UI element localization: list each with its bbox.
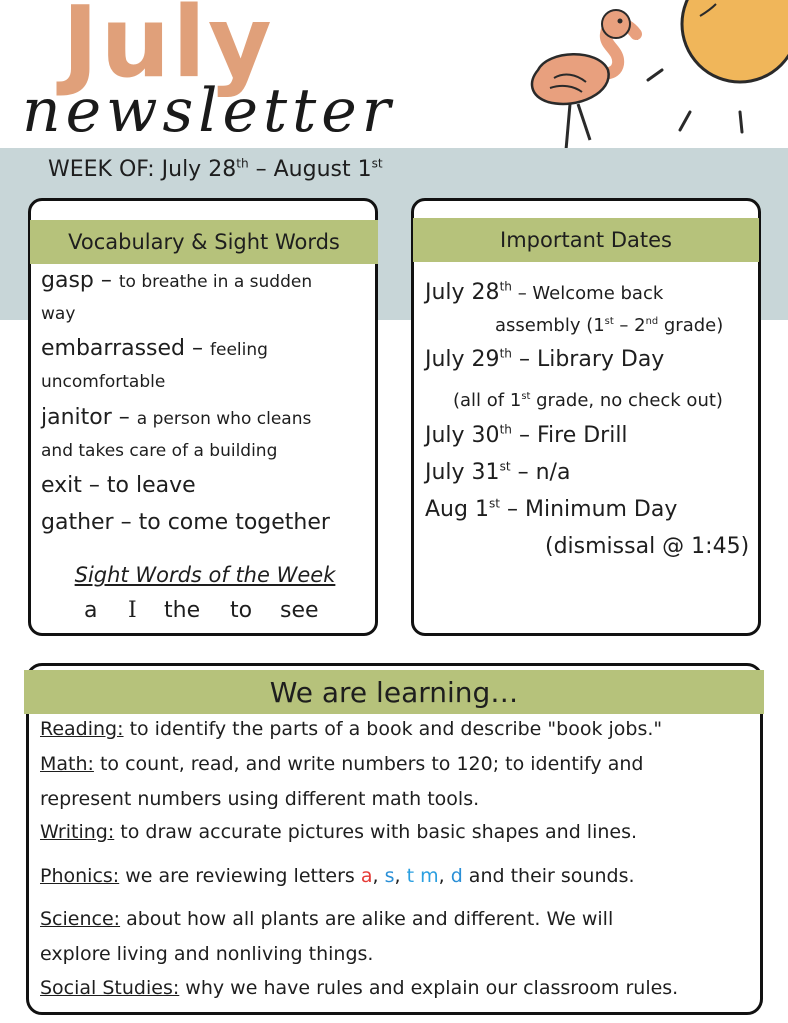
- title-july: July: [62, 0, 274, 100]
- vocab-definition: a person who cleans: [136, 409, 312, 429]
- date-text: – Minimum Day: [500, 497, 678, 522]
- phonics-letter: s: [384, 865, 395, 887]
- learning-title: We are learning…: [269, 675, 519, 709]
- subject-label: Social Studies:: [40, 977, 180, 999]
- vocab-word: janitor: [41, 405, 112, 430]
- date-sup: st: [499, 459, 511, 474]
- week-of-sup-1: th: [236, 156, 249, 171]
- week-of-start: WEEK OF: July 28: [48, 157, 237, 182]
- learning-reading: [40, 718, 662, 740]
- vocab-definition: feeling: [210, 340, 268, 360]
- date-text: – Welcome back: [511, 283, 664, 304]
- vocab-item: [41, 268, 312, 293]
- flamingo-icon: [508, 0, 648, 150]
- sight-word: see: [280, 598, 319, 623]
- date-label: Aug 1: [425, 497, 489, 522]
- dates-title: Important Dates: [500, 228, 672, 252]
- date-item: [425, 280, 663, 305]
- date-item: [425, 497, 677, 522]
- date-text: – Fire Drill: [511, 423, 628, 448]
- week-of-end: – August 1: [248, 157, 372, 182]
- subject-text: we are reviewing letters: [119, 865, 361, 887]
- vocab-item: [41, 510, 330, 535]
- date-sub-sup: nd: [645, 316, 659, 327]
- date-subline: (dismissal @ 1:45): [545, 534, 750, 559]
- subject-text: and their sounds.: [462, 865, 635, 887]
- date-subline: [495, 315, 723, 336]
- phonics-letter: m: [420, 865, 439, 887]
- subject-label: Math:: [40, 753, 94, 775]
- date-label: July 28: [425, 280, 500, 305]
- phonics-letter: a: [360, 865, 373, 887]
- vocab-word: gather: [41, 510, 114, 535]
- phonics-letter: d: [450, 865, 463, 887]
- date-sup: th: [499, 346, 512, 361]
- learning-math-cont: represent numbers using different math tools.: [40, 788, 480, 810]
- date-label: July 31: [425, 460, 500, 485]
- date-text: – Library Day: [511, 347, 665, 372]
- vocab-dash: –: [111, 405, 137, 430]
- learning-science: [40, 908, 613, 930]
- vocab-word: exit: [41, 473, 82, 498]
- vocab-definition-cont: uncomfortable: [41, 372, 166, 392]
- week-of-line: [48, 157, 383, 182]
- vocab-banner: [30, 220, 378, 264]
- sight-word: I: [128, 598, 137, 623]
- vocab-definition: to come together: [138, 510, 330, 535]
- vocab-definition-cont: and takes care of a building: [41, 441, 278, 461]
- vocab-item: [41, 336, 268, 361]
- date-sub-text: – 2: [613, 315, 646, 336]
- dates-banner: [413, 218, 759, 262]
- vocab-word: gasp: [41, 268, 94, 293]
- subject-label: Phonics:: [40, 865, 120, 887]
- learning-science-cont: explore living and nonliving things.: [40, 943, 374, 965]
- date-sup: st: [488, 496, 500, 511]
- vocab-dash: –: [113, 510, 139, 535]
- date-item: [425, 347, 664, 372]
- sight-word: the: [164, 598, 201, 623]
- subject-label: Science:: [40, 908, 121, 930]
- date-label: July 30: [425, 423, 500, 448]
- subject-text: about how all plants are alike and different. We will: [120, 908, 614, 930]
- vocab-item: [41, 405, 311, 430]
- subject-text: to identify the parts of a book and describe "book jobs.": [123, 718, 663, 740]
- phonics-letter: t: [406, 865, 415, 887]
- dates-box: [411, 198, 761, 636]
- date-sub-text: assembly (1: [495, 315, 605, 336]
- week-of-sup-2: st: [371, 156, 383, 171]
- vocab-word: embarrassed: [41, 336, 186, 361]
- vocab-definition-cont: way: [41, 304, 76, 324]
- learning-banner: [24, 670, 764, 714]
- date-item: [425, 423, 628, 448]
- learning-social-studies: [40, 977, 678, 999]
- learning-math: [40, 753, 643, 775]
- sight-words-title: Sight Words of the Week: [74, 563, 336, 587]
- vocab-dash: –: [185, 336, 211, 361]
- date-item: [425, 460, 570, 485]
- date-text: – n/a: [510, 460, 571, 485]
- subject-label: Writing:: [40, 821, 115, 843]
- date-sup: th: [499, 279, 512, 294]
- vocab-definition: to leave: [106, 473, 196, 498]
- date-subline: [453, 390, 723, 411]
- vocab-dash: –: [81, 473, 107, 498]
- date-sub-text: (all of 1: [453, 390, 522, 411]
- date-sub-text: grade): [658, 315, 724, 336]
- subject-text: to count, read, and write numbers to 120; to identify and: [93, 753, 644, 775]
- vocab-definition: to breathe in a sudden: [118, 272, 313, 292]
- sight-word: to: [230, 598, 253, 623]
- vocab-item: [41, 473, 196, 498]
- date-sub-text: grade, no check out): [530, 390, 723, 411]
- date-sub-sup: st: [604, 316, 614, 327]
- title-newsletter: newsletter: [22, 76, 396, 146]
- subject-text: why we have rules and explain our classroom rules.: [179, 977, 679, 999]
- sun-icon: [640, 0, 788, 140]
- learning-writing: [40, 821, 637, 843]
- date-sup: th: [499, 422, 512, 437]
- date-label: July 29: [425, 347, 500, 372]
- vocab-dash: –: [93, 268, 119, 293]
- sight-word: a: [84, 598, 98, 623]
- subject-label: Reading:: [40, 718, 124, 740]
- learning-phonics: Phonics: we are reviewing letters a, s, t m, d and their sounds.: [40, 865, 635, 887]
- subject-text: to draw accurate pictures with basic shapes and lines.: [114, 821, 638, 843]
- date-sub-sup: st: [521, 391, 531, 402]
- vocab-title: Vocabulary & Sight Words: [68, 230, 340, 254]
